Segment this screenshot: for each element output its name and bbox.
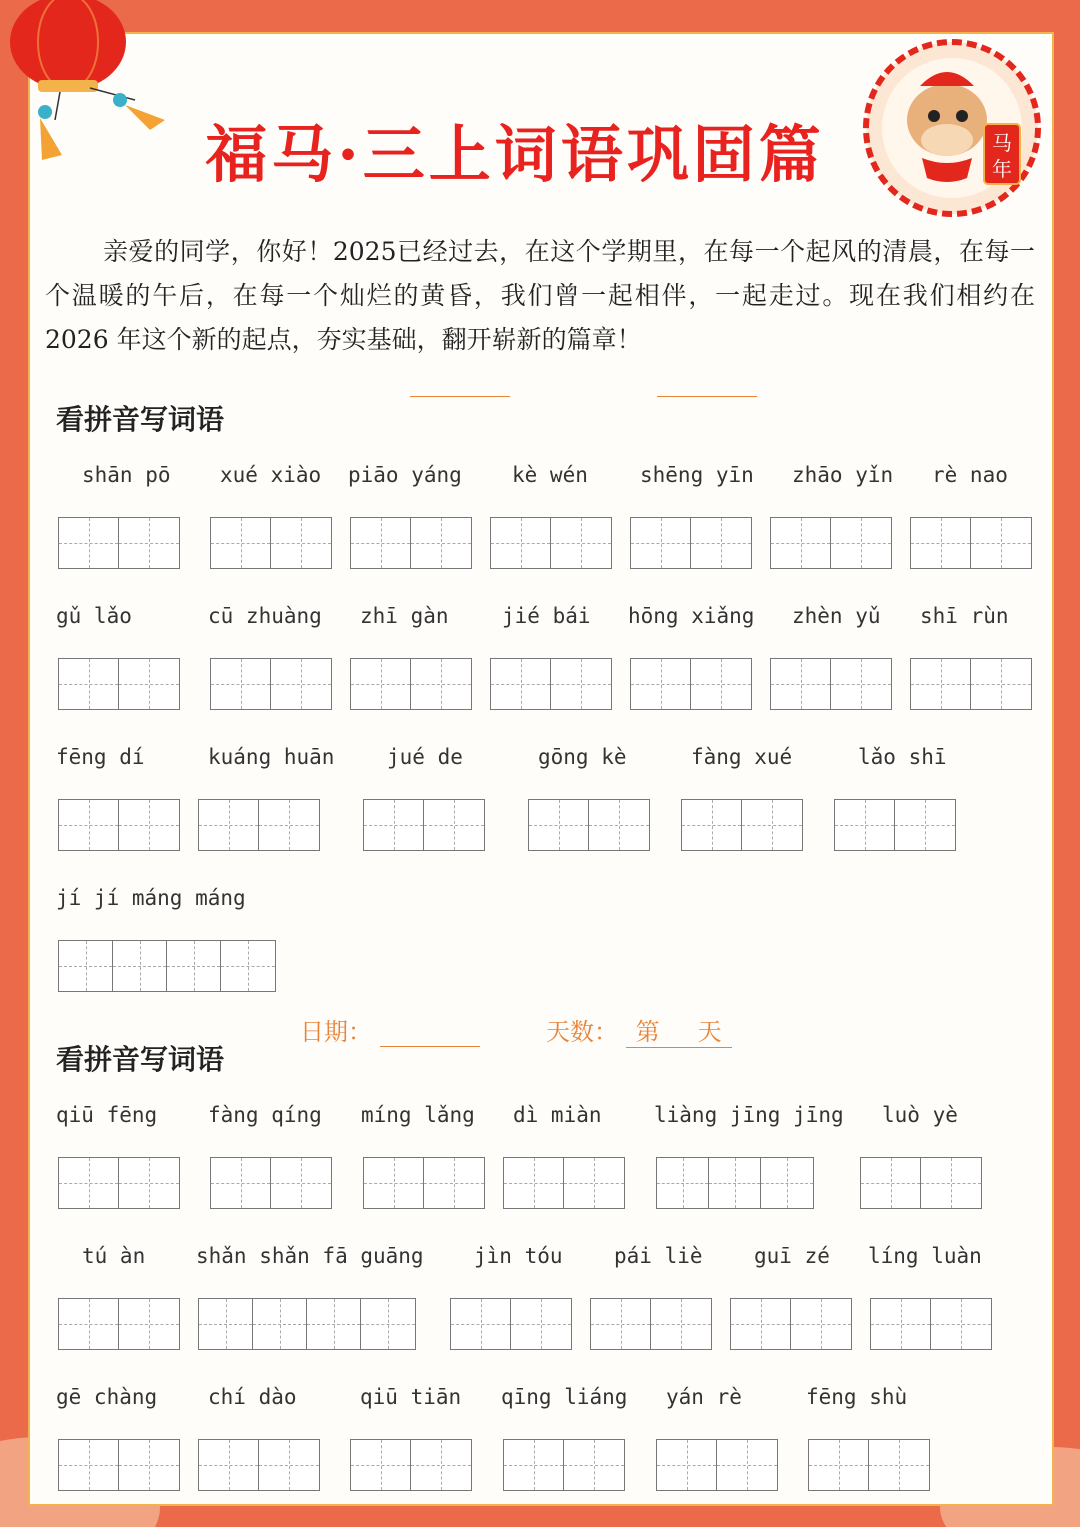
tian-cell[interactable] — [119, 659, 179, 709]
word-item — [210, 460, 321, 490]
pinyin-label: fēng dí — [56, 745, 145, 769]
word-item — [808, 1382, 907, 1412]
tian-cell[interactable] — [831, 518, 891, 568]
word-item — [198, 742, 334, 772]
writing-grid[interactable] — [58, 517, 180, 569]
pinyin-label: piāo yáng — [348, 463, 462, 487]
word-item — [490, 601, 591, 631]
day-blank[interactable] — [626, 1012, 732, 1048]
writing-grid[interactable] — [58, 1439, 180, 1491]
tian-cell[interactable] — [59, 1440, 119, 1490]
tian-cell[interactable] — [682, 800, 742, 850]
pinyin-label: pái liè — [614, 1244, 703, 1268]
tian-cell[interactable] — [831, 659, 891, 709]
writing-grid[interactable] — [730, 1298, 852, 1350]
tian-cell[interactable] — [351, 518, 411, 568]
pinyin-label: jué de — [387, 745, 463, 769]
word-item — [210, 601, 322, 631]
pinyin-label: hōng xiǎng — [628, 604, 755, 628]
tian-cell[interactable] — [921, 1158, 981, 1208]
writing-grid[interactable] — [350, 1439, 472, 1491]
pinyin-label: míng lǎng — [361, 1103, 475, 1127]
pinyin-label: jí jí máng máng — [56, 886, 246, 910]
tian-cell[interactable] — [59, 800, 119, 850]
tian-cell[interactable] — [351, 1440, 411, 1490]
tian-cell[interactable] — [551, 518, 611, 568]
pinyin-label: kè wén — [512, 463, 588, 487]
tian-cell[interactable] — [351, 659, 411, 709]
tian-cell[interactable] — [119, 1440, 179, 1490]
tian-cell[interactable] — [631, 518, 691, 568]
word-item — [590, 1241, 703, 1271]
tian-cell[interactable] — [709, 1158, 761, 1208]
tian-cell[interactable] — [119, 800, 179, 850]
page-title: 福马·三上词语巩固篇 — [205, 118, 825, 191]
pinyin-label: cū zhuàng — [208, 604, 322, 628]
tian-cell[interactable] — [424, 800, 484, 850]
pinyin-label: líng luàn — [868, 1244, 982, 1268]
tian-cell[interactable] — [491, 518, 551, 568]
word-item — [503, 1100, 602, 1130]
word-item — [198, 1241, 424, 1271]
tian-cell[interactable] — [631, 659, 691, 709]
tian-cell[interactable] — [895, 800, 955, 850]
writing-grid[interactable] — [770, 517, 892, 569]
writing-grid[interactable] — [58, 1157, 180, 1209]
pinyin-label: gǔ lǎo — [56, 604, 132, 628]
writing-grid[interactable] — [363, 1157, 485, 1209]
tian-cell[interactable] — [271, 659, 331, 709]
tian-cell[interactable] — [809, 1440, 869, 1490]
tian-cell[interactable] — [411, 1440, 471, 1490]
writing-grid[interactable] — [490, 517, 612, 569]
tian-cell[interactable] — [411, 659, 471, 709]
tian-cell[interactable] — [211, 1158, 271, 1208]
word-item — [58, 460, 171, 490]
writing-grid[interactable] — [198, 1298, 416, 1350]
tian-cell[interactable] — [199, 1440, 259, 1490]
writing-grid[interactable] — [808, 1439, 930, 1491]
writing-grid[interactable] — [834, 799, 956, 851]
word-item — [210, 1100, 322, 1130]
date-field — [300, 1012, 480, 1047]
pinyin-label: jìn tóu — [474, 1244, 563, 1268]
tian-cell[interactable] — [657, 1158, 709, 1208]
writing-grid[interactable] — [350, 517, 472, 569]
writing-grid[interactable] — [770, 658, 892, 710]
tian-cell[interactable] — [59, 1158, 119, 1208]
intro-paragraph: 亲爱的同学，你好！2025已经过去，在这个学期里，在每一个起风的清晨，在每一个温暖的午后，在每一个灿烂的黄昏，我们曾一起相伴，一起走过。现在我们相约在 2026 年这个新的起点，夯实基础，翻开崭新的篇章！ — [45, 237, 1035, 354]
tian-cell[interactable] — [504, 1440, 564, 1490]
section-title: 看拼音写词语 — [56, 1043, 225, 1076]
tian-cell[interactable] — [861, 1158, 921, 1208]
word-item — [770, 601, 881, 631]
writing-grid[interactable] — [210, 658, 332, 710]
pinyin-label: jié bái — [502, 604, 591, 628]
pinyin-label: zhèn yǔ — [792, 604, 881, 628]
writing-grid[interactable] — [870, 1298, 992, 1350]
pinyin-label: xué xiào — [220, 463, 322, 487]
tian-cell[interactable] — [259, 1440, 319, 1490]
days-field — [546, 1012, 732, 1048]
pinyin-label: fēng shù — [806, 1385, 908, 1409]
writing-grid[interactable] — [503, 1439, 625, 1491]
tian-cell[interactable] — [742, 800, 802, 850]
badge-text-2: 年 — [992, 157, 1012, 181]
tian-cell[interactable] — [451, 1299, 511, 1349]
writing-grid[interactable] — [656, 1439, 778, 1491]
pinyin-label: qiū tiān — [360, 1385, 462, 1409]
tian-cell[interactable] — [199, 1299, 253, 1349]
tian-cell[interactable] — [364, 800, 424, 850]
pinyin-label: guī zé — [754, 1244, 830, 1268]
writing-grid[interactable] — [363, 799, 485, 851]
pinyin-label: yán rè — [666, 1385, 742, 1409]
tian-cell[interactable] — [307, 1299, 361, 1349]
tian-cell[interactable] — [911, 518, 971, 568]
tian-cell[interactable] — [364, 1158, 424, 1208]
writing-grid[interactable] — [860, 1157, 982, 1209]
pinyin-label: liàng jīng jīng — [654, 1103, 844, 1127]
tian-cell[interactable] — [761, 1158, 813, 1208]
faint-line — [410, 396, 510, 397]
word-item — [528, 742, 627, 772]
writing-grid[interactable] — [210, 1157, 332, 1209]
pinyin-label: dì miàn — [513, 1103, 602, 1127]
writing-grid[interactable] — [910, 517, 1032, 569]
pinyin-label: shǎn shǎn fā guāng — [196, 1244, 424, 1268]
tian-cell[interactable] — [691, 659, 751, 709]
word-item — [58, 742, 145, 772]
word-item — [350, 460, 462, 490]
writing-grid[interactable] — [198, 1439, 320, 1491]
writing-grid[interactable] — [450, 1298, 572, 1350]
tian-cell[interactable] — [411, 518, 471, 568]
tian-cell[interactable] — [271, 1158, 331, 1208]
tian-cell[interactable] — [59, 518, 119, 568]
word-item — [870, 1241, 982, 1271]
tian-cell[interactable] — [511, 1299, 571, 1349]
word-item — [910, 460, 1008, 490]
pinyin-label: rè nao — [932, 463, 1008, 487]
pinyin-label: shēng yīn — [640, 463, 754, 487]
tian-cell[interactable] — [564, 1440, 624, 1490]
word-item — [910, 601, 1009, 631]
writing-grid[interactable] — [490, 658, 612, 710]
tian-cell[interactable] — [424, 1158, 484, 1208]
pinyin-label: shān pō — [82, 463, 171, 487]
date-blank[interactable] — [380, 1020, 480, 1047]
tian-cell[interactable] — [211, 518, 271, 568]
tian-cell[interactable] — [221, 941, 275, 991]
tian-cell[interactable] — [491, 659, 551, 709]
tian-cell[interactable] — [271, 518, 331, 568]
word-item — [860, 1100, 958, 1130]
tian-cell[interactable] — [167, 941, 221, 991]
pinyin-label: tú àn — [82, 1244, 146, 1268]
tian-cell[interactable] — [869, 1440, 929, 1490]
tian-cell[interactable] — [504, 1158, 564, 1208]
writing-grid[interactable] — [503, 1157, 625, 1209]
writing-grid[interactable] — [681, 799, 803, 851]
tian-cell[interactable] — [591, 1299, 651, 1349]
tian-cell[interactable] — [253, 1299, 307, 1349]
pinyin-label: lǎo shī — [858, 745, 947, 769]
tian-cell[interactable] — [871, 1299, 931, 1349]
pinyin-label: gē chàng — [56, 1385, 158, 1409]
word-item — [450, 1241, 563, 1271]
pinyin-label: kuáng huān — [208, 745, 335, 769]
tian-cell[interactable] — [971, 659, 1031, 709]
writing-grid[interactable] — [58, 940, 276, 992]
tian-cell[interactable] — [717, 1440, 777, 1490]
writing-grid[interactable] — [630, 658, 752, 710]
tian-cell[interactable] — [564, 1158, 624, 1208]
faint-line — [657, 396, 757, 397]
tian-cell[interactable] — [771, 659, 831, 709]
word-item — [363, 742, 463, 772]
word-item — [630, 601, 754, 631]
tian-cell[interactable] — [651, 1299, 711, 1349]
pinyin-label: fàng qíng — [208, 1103, 322, 1127]
pinyin-label: luò yè — [882, 1103, 958, 1127]
word-item — [656, 1382, 742, 1412]
tian-cell[interactable] — [59, 1299, 119, 1349]
tian-cell[interactable] — [657, 1440, 717, 1490]
badge-text-1: 马 — [992, 131, 1012, 155]
pinyin-label: qiū fēng — [56, 1103, 158, 1127]
word-item — [770, 460, 893, 490]
word-item — [350, 601, 449, 631]
word-item — [58, 601, 132, 631]
tian-cell[interactable] — [691, 518, 751, 568]
writing-grid[interactable] — [58, 1298, 180, 1350]
word-item — [58, 1241, 145, 1271]
word-item — [730, 1241, 830, 1271]
tian-cell[interactable] — [791, 1299, 851, 1349]
word-item — [681, 742, 792, 772]
tian-cell[interactable] — [211, 659, 271, 709]
writing-grid[interactable] — [590, 1298, 712, 1350]
day-suffix: 天 — [697, 1018, 722, 1046]
tian-cell[interactable] — [551, 659, 611, 709]
tian-cell[interactable] — [731, 1299, 791, 1349]
tian-cell[interactable] — [113, 941, 167, 991]
word-item — [656, 1100, 844, 1130]
tian-cell[interactable] — [59, 659, 119, 709]
word-item — [58, 1382, 157, 1412]
writing-grid[interactable] — [210, 517, 332, 569]
tian-cell[interactable] — [589, 800, 649, 850]
word-item — [630, 460, 754, 490]
word-item — [58, 883, 246, 913]
pinyin-label: chí dào — [208, 1385, 297, 1409]
tian-cell[interactable] — [119, 518, 179, 568]
word-item — [834, 742, 947, 772]
tian-cell[interactable] — [529, 800, 589, 850]
writing-grid[interactable] — [630, 517, 752, 569]
word-item — [350, 1382, 461, 1412]
writing-grid[interactable] — [350, 658, 472, 710]
tian-cell[interactable] — [931, 1299, 991, 1349]
tian-cell[interactable] — [835, 800, 895, 850]
days-label: 天数： — [546, 1018, 618, 1046]
pinyin-label: gōng kè — [538, 745, 627, 769]
tian-cell[interactable] — [361, 1299, 415, 1349]
tian-cell[interactable] — [259, 800, 319, 850]
word-item — [363, 1100, 475, 1130]
tian-cell[interactable] — [59, 941, 113, 991]
tian-cell[interactable] — [119, 1299, 179, 1349]
word-item — [490, 460, 588, 490]
writing-grid[interactable] — [528, 799, 650, 851]
tian-cell[interactable] — [971, 518, 1031, 568]
pinyin-label: fàng xué — [691, 745, 793, 769]
pinyin-label: zhī gàn — [360, 604, 449, 628]
word-item — [198, 1382, 297, 1412]
writing-grid[interactable] — [58, 658, 180, 710]
tian-cell[interactable] — [911, 659, 971, 709]
tian-cell[interactable] — [771, 518, 831, 568]
pinyin-label: zhāo yǐn — [792, 463, 894, 487]
section-title: 看拼音写词语 — [56, 403, 225, 436]
writing-grid[interactable] — [58, 799, 180, 851]
tian-cell[interactable] — [119, 1158, 179, 1208]
writing-grid[interactable] — [910, 658, 1032, 710]
word-item — [503, 1382, 627, 1412]
writing-grid[interactable] — [656, 1157, 814, 1209]
word-item — [58, 1100, 157, 1130]
tian-cell[interactable] — [199, 800, 259, 850]
day-prefix: 第 — [635, 1018, 660, 1046]
date-label: 日期： — [300, 1018, 372, 1046]
writing-grid[interactable] — [198, 799, 320, 851]
pinyin-label: qīng liáng — [501, 1385, 628, 1409]
pinyin-label: shī rùn — [920, 604, 1009, 628]
